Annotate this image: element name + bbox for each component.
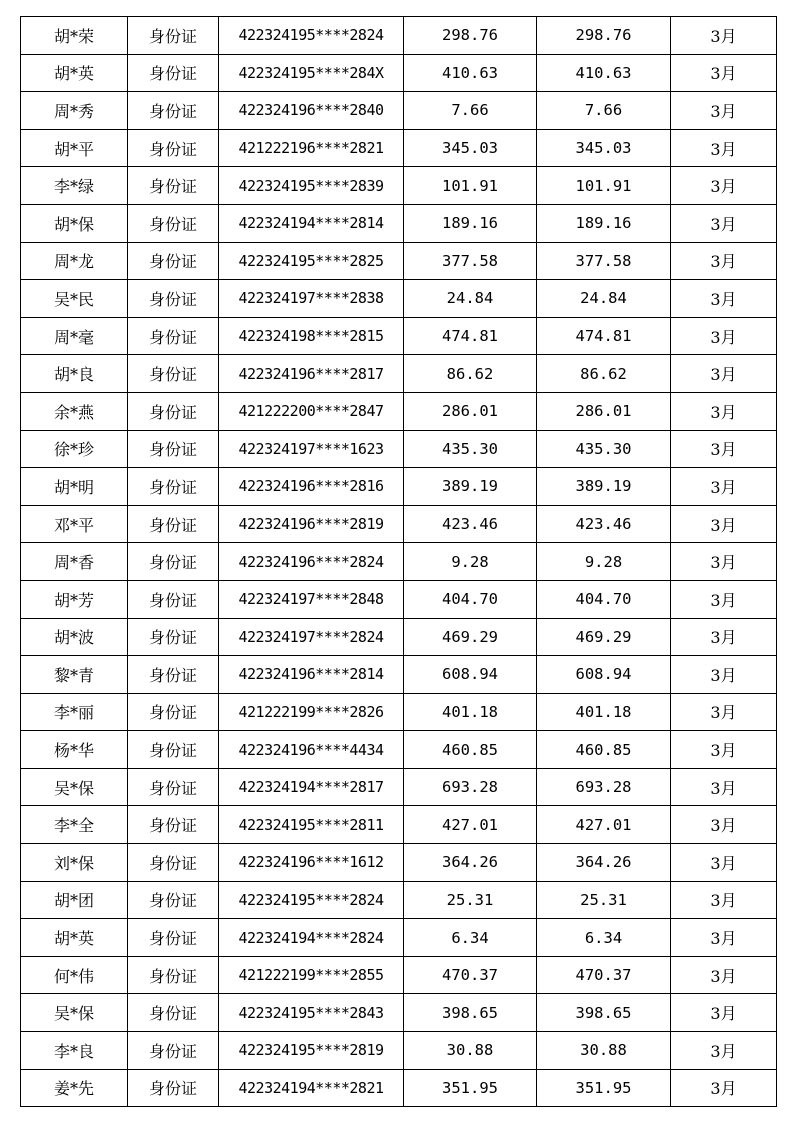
- table-row: [21, 656, 777, 694]
- cell-id-number: 421222199****2855: [219, 956, 404, 994]
- cell-amount-a: 6.34: [404, 919, 537, 957]
- cell-amount-b: 474.81: [537, 317, 671, 355]
- cell-id-type: 身份证: [128, 1069, 219, 1107]
- cell-amount-b: 389.19: [537, 468, 671, 506]
- cell-amount-b: 410.63: [537, 54, 671, 92]
- cell-id-type: 身份证: [128, 580, 219, 618]
- cell-month: 3月: [671, 919, 777, 957]
- cell-id-type: 身份证: [128, 317, 219, 355]
- cell-name: 黎*青: [21, 656, 128, 694]
- cell-amount-b: 608.94: [537, 656, 671, 694]
- cell-month: 3月: [671, 505, 777, 543]
- cell-amount-b: 7.66: [537, 92, 671, 130]
- cell-amount-b: 470.37: [537, 956, 671, 994]
- cell-amount-a: 389.19: [404, 468, 537, 506]
- cell-id-number: 422324198****2815: [219, 317, 404, 355]
- cell-id-number: 422324195****284X: [219, 54, 404, 92]
- cell-id-number: 422324197****2848: [219, 580, 404, 618]
- cell-id-type: 身份证: [128, 1032, 219, 1070]
- table-row: [21, 844, 777, 882]
- cell-name: 余*燕: [21, 392, 128, 430]
- cell-amount-b: 364.26: [537, 844, 671, 882]
- cell-name: 周*香: [21, 543, 128, 581]
- cell-name: 吴*民: [21, 280, 128, 318]
- cell-id-type: 身份证: [128, 92, 219, 130]
- cell-month: 3月: [671, 92, 777, 130]
- cell-amount-a: 460.85: [404, 731, 537, 769]
- cell-id-type: 身份证: [128, 844, 219, 882]
- cell-amount-b: 398.65: [537, 994, 671, 1032]
- table-row: [21, 54, 777, 92]
- table-row: [21, 1032, 777, 1070]
- cell-amount-b: 24.84: [537, 280, 671, 318]
- cell-id-number: 422324197****2824: [219, 618, 404, 656]
- cell-amount-a: 693.28: [404, 768, 537, 806]
- cell-id-type: 身份证: [128, 656, 219, 694]
- cell-month: 3月: [671, 656, 777, 694]
- cell-month: 3月: [671, 543, 777, 581]
- cell-id-number: 422324195****2839: [219, 167, 404, 205]
- cell-id-type: 身份证: [128, 618, 219, 656]
- cell-month: 3月: [671, 580, 777, 618]
- cell-amount-b: 345.03: [537, 129, 671, 167]
- cell-name: 徐*珍: [21, 430, 128, 468]
- cell-name: 杨*华: [21, 731, 128, 769]
- cell-name: 李*良: [21, 1032, 128, 1070]
- subsidy-table: [20, 16, 777, 1107]
- table-row: [21, 580, 777, 618]
- table-row: [21, 317, 777, 355]
- cell-month: 3月: [671, 204, 777, 242]
- cell-id-number: 422324196****2817: [219, 355, 404, 393]
- cell-amount-b: 401.18: [537, 693, 671, 731]
- cell-amount-b: 298.76: [537, 17, 671, 55]
- cell-id-type: 身份证: [128, 994, 219, 1032]
- cell-id-number: 422324196****2816: [219, 468, 404, 506]
- cell-id-type: 身份证: [128, 768, 219, 806]
- cell-id-type: 身份证: [128, 430, 219, 468]
- cell-amount-b: 86.62: [537, 355, 671, 393]
- cell-id-type: 身份证: [128, 881, 219, 919]
- cell-amount-a: 7.66: [404, 92, 537, 130]
- cell-id-type: 身份证: [128, 543, 219, 581]
- cell-amount-b: 404.70: [537, 580, 671, 618]
- table-row: [21, 618, 777, 656]
- cell-amount-a: 25.31: [404, 881, 537, 919]
- table-row: [21, 129, 777, 167]
- cell-id-number: 422324196****1612: [219, 844, 404, 882]
- cell-id-type: 身份证: [128, 806, 219, 844]
- table-row: [21, 280, 777, 318]
- cell-id-number: 422324197****1623: [219, 430, 404, 468]
- cell-amount-b: 460.85: [537, 731, 671, 769]
- cell-month: 3月: [671, 317, 777, 355]
- cell-name: 周*秀: [21, 92, 128, 130]
- cell-id-number: 421222199****2826: [219, 693, 404, 731]
- cell-id-number: 422324196****2814: [219, 656, 404, 694]
- cell-amount-a: 286.01: [404, 392, 537, 430]
- cell-name: 胡*荣: [21, 17, 128, 55]
- cell-name: 胡*良: [21, 355, 128, 393]
- cell-id-type: 身份证: [128, 355, 219, 393]
- cell-name: 何*伟: [21, 956, 128, 994]
- cell-month: 3月: [671, 806, 777, 844]
- cell-month: 3月: [671, 618, 777, 656]
- table-row: [21, 543, 777, 581]
- cell-id-number: 422324196****2840: [219, 92, 404, 130]
- cell-name: 姜*先: [21, 1069, 128, 1107]
- cell-amount-b: 351.95: [537, 1069, 671, 1107]
- cell-amount-a: 351.95: [404, 1069, 537, 1107]
- cell-id-number: 422324194****2814: [219, 204, 404, 242]
- cell-id-type: 身份证: [128, 17, 219, 55]
- cell-id-number: 422324197****2838: [219, 280, 404, 318]
- cell-amount-a: 404.70: [404, 580, 537, 618]
- cell-amount-a: 101.91: [404, 167, 537, 205]
- cell-amount-b: 30.88: [537, 1032, 671, 1070]
- cell-month: 3月: [671, 731, 777, 769]
- cell-id-number: 422324196****2824: [219, 543, 404, 581]
- cell-amount-a: 189.16: [404, 204, 537, 242]
- cell-amount-a: 377.58: [404, 242, 537, 280]
- table-row: [21, 242, 777, 280]
- cell-id-number: 422324196****2819: [219, 505, 404, 543]
- table-row: [21, 204, 777, 242]
- cell-id-type: 身份证: [128, 242, 219, 280]
- cell-amount-a: 298.76: [404, 17, 537, 55]
- cell-id-type: 身份证: [128, 54, 219, 92]
- table-row: [21, 468, 777, 506]
- cell-amount-b: 6.34: [537, 919, 671, 957]
- cell-name: 胡*英: [21, 919, 128, 957]
- cell-amount-a: 398.65: [404, 994, 537, 1032]
- cell-month: 3月: [671, 280, 777, 318]
- cell-name: 胡*保: [21, 204, 128, 242]
- table-row: [21, 92, 777, 130]
- cell-month: 3月: [671, 167, 777, 205]
- cell-amount-a: 423.46: [404, 505, 537, 543]
- table-row: [21, 768, 777, 806]
- cell-amount-b: 286.01: [537, 392, 671, 430]
- table-row: [21, 392, 777, 430]
- cell-amount-a: 86.62: [404, 355, 537, 393]
- table-row: [21, 17, 777, 55]
- cell-month: 3月: [671, 693, 777, 731]
- cell-name: 吴*保: [21, 768, 128, 806]
- cell-name: 吴*保: [21, 994, 128, 1032]
- cell-id-type: 身份证: [128, 731, 219, 769]
- table-row: [21, 167, 777, 205]
- cell-month: 3月: [671, 1032, 777, 1070]
- cell-month: 3月: [671, 768, 777, 806]
- cell-amount-a: 30.88: [404, 1032, 537, 1070]
- cell-month: 3月: [671, 430, 777, 468]
- cell-name: 胡*平: [21, 129, 128, 167]
- cell-id-type: 身份证: [128, 956, 219, 994]
- cell-month: 3月: [671, 242, 777, 280]
- cell-month: 3月: [671, 881, 777, 919]
- cell-id-type: 身份证: [128, 204, 219, 242]
- cell-id-number: 422324196****4434: [219, 731, 404, 769]
- cell-month: 3月: [671, 468, 777, 506]
- cell-name: 胡*明: [21, 468, 128, 506]
- cell-name: 李*丽: [21, 693, 128, 731]
- cell-amount-a: 427.01: [404, 806, 537, 844]
- cell-amount-b: 189.16: [537, 204, 671, 242]
- cell-name: 胡*芳: [21, 580, 128, 618]
- cell-name: 李*绿: [21, 167, 128, 205]
- cell-month: 3月: [671, 392, 777, 430]
- cell-name: 胡*波: [21, 618, 128, 656]
- cell-id-number: 422324194****2824: [219, 919, 404, 957]
- cell-id-type: 身份证: [128, 167, 219, 205]
- cell-amount-b: 101.91: [537, 167, 671, 205]
- cell-amount-a: 410.63: [404, 54, 537, 92]
- cell-id-number: 422324195****2825: [219, 242, 404, 280]
- cell-amount-a: 24.84: [404, 280, 537, 318]
- cell-id-number: 422324195****2824: [219, 17, 404, 55]
- cell-month: 3月: [671, 994, 777, 1032]
- cell-id-type: 身份证: [128, 505, 219, 543]
- cell-amount-a: 345.03: [404, 129, 537, 167]
- cell-id-number: 421222196****2821: [219, 129, 404, 167]
- cell-name: 胡*英: [21, 54, 128, 92]
- cell-amount-b: 423.46: [537, 505, 671, 543]
- table-row: [21, 693, 777, 731]
- cell-amount-a: 608.94: [404, 656, 537, 694]
- cell-amount-a: 474.81: [404, 317, 537, 355]
- cell-id-type: 身份证: [128, 468, 219, 506]
- table-row: [21, 505, 777, 543]
- cell-amount-b: 377.58: [537, 242, 671, 280]
- cell-month: 3月: [671, 844, 777, 882]
- cell-amount-b: 427.01: [537, 806, 671, 844]
- cell-amount-b: 693.28: [537, 768, 671, 806]
- cell-amount-a: 435.30: [404, 430, 537, 468]
- table-row: [21, 1069, 777, 1107]
- table-row: [21, 919, 777, 957]
- table-row: [21, 956, 777, 994]
- cell-amount-a: 469.29: [404, 618, 537, 656]
- cell-id-type: 身份证: [128, 392, 219, 430]
- cell-id-number: 422324194****2817: [219, 768, 404, 806]
- cell-id-type: 身份证: [128, 280, 219, 318]
- cell-amount-b: 469.29: [537, 618, 671, 656]
- cell-amount-a: 9.28: [404, 543, 537, 581]
- cell-amount-a: 470.37: [404, 956, 537, 994]
- cell-id-number: 422324195****2811: [219, 806, 404, 844]
- cell-month: 3月: [671, 355, 777, 393]
- cell-amount-b: 9.28: [537, 543, 671, 581]
- cell-name: 胡*团: [21, 881, 128, 919]
- cell-id-number: 422324195****2843: [219, 994, 404, 1032]
- cell-month: 3月: [671, 956, 777, 994]
- cell-name: 邓*平: [21, 505, 128, 543]
- table-row: [21, 355, 777, 393]
- cell-month: 3月: [671, 1069, 777, 1107]
- cell-name: 周*龙: [21, 242, 128, 280]
- cell-id-number: 421222200****2847: [219, 392, 404, 430]
- table-row: [21, 881, 777, 919]
- table-row: [21, 806, 777, 844]
- cell-name: 刘*保: [21, 844, 128, 882]
- cell-id-type: 身份证: [128, 919, 219, 957]
- cell-id-number: 422324195****2824: [219, 881, 404, 919]
- cell-amount-b: 435.30: [537, 430, 671, 468]
- cell-amount-a: 401.18: [404, 693, 537, 731]
- cell-amount-b: 25.31: [537, 881, 671, 919]
- cell-id-number: 422324194****2821: [219, 1069, 404, 1107]
- cell-month: 3月: [671, 17, 777, 55]
- cell-id-number: 422324195****2819: [219, 1032, 404, 1070]
- table-body: [21, 17, 777, 1107]
- cell-id-type: 身份证: [128, 129, 219, 167]
- table-row: [21, 430, 777, 468]
- cell-month: 3月: [671, 129, 777, 167]
- cell-month: 3月: [671, 54, 777, 92]
- cell-amount-a: 364.26: [404, 844, 537, 882]
- table-row: [21, 731, 777, 769]
- cell-name: 周*毫: [21, 317, 128, 355]
- cell-name: 李*全: [21, 806, 128, 844]
- table-row: [21, 994, 777, 1032]
- cell-id-type: 身份证: [128, 693, 219, 731]
